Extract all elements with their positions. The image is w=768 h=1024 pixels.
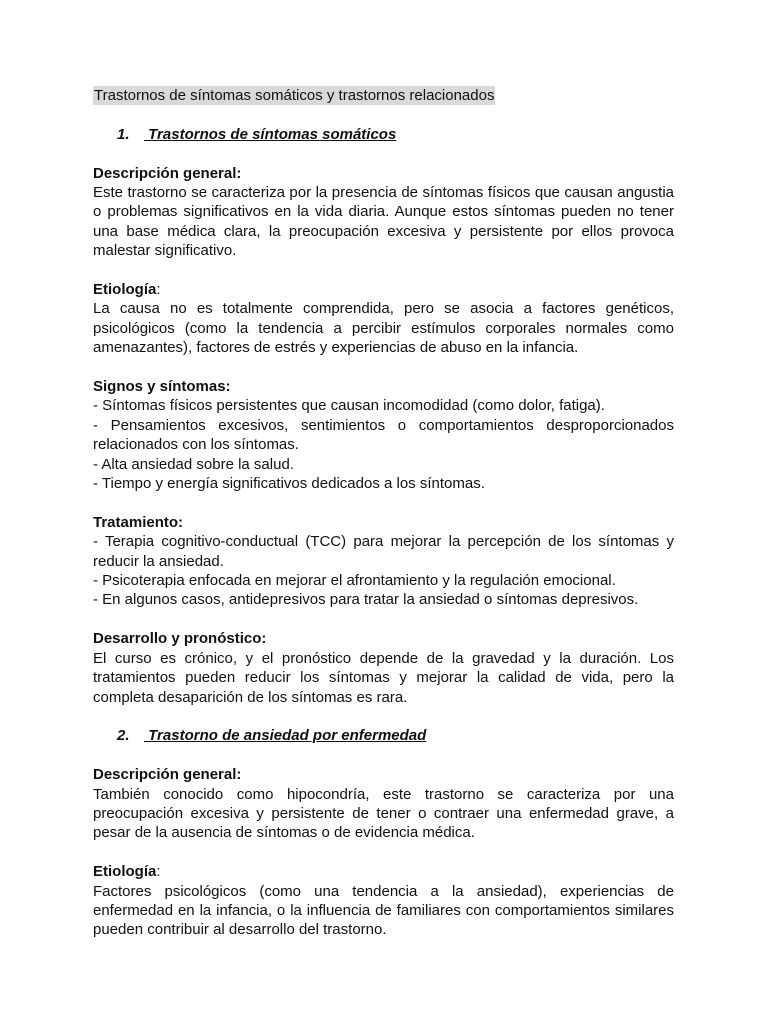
section-1-tratamiento — [93, 513, 674, 610]
section-2-heading — [117, 726, 674, 745]
section-1-tratamiento-item: - En algunos casos, antidepresivos para tratar la ansiedad o síntomas depresivos. — [93, 591, 639, 609]
section-1-etiologia-heading — [93, 280, 674, 299]
section-1-signos-item: - Síntomas físicos persistentes que causan incomodidad (como dolor, fatiga). — [93, 397, 605, 415]
section-1-etiologia-colon: : — [156, 281, 161, 299]
section-1-tratamiento-label: Tratamiento: — [93, 513, 184, 531]
section-1-desarrollo-label: Desarrollo y pronóstico: — [93, 630, 267, 648]
section-2-etiologia-colon: : — [156, 863, 161, 881]
section-1-descripcion — [93, 164, 674, 261]
section-2-number: 2. — [117, 727, 130, 745]
section-1-tratamiento-item: - Terapia cognitivo-conductual (TCC) para mejorar la percepción de los síntomas y reducir la ansiedad. — [93, 533, 674, 570]
section-1-number: 1. — [117, 125, 130, 143]
section-1-heading — [117, 125, 674, 144]
section-2-etiologia-text: Factores psicológicos (como una tendencia a la ansiedad), experiencias de enfermedad en la infancia, o la influencia de familiares con comportamientos similares pueden contribuir al desarrollo del trastorno. — [93, 882, 674, 939]
document-title-line — [93, 86, 674, 105]
section-1-signos-item: - Alta ansiedad sobre la salud. — [93, 455, 294, 473]
section-1-etiologia — [93, 280, 674, 358]
section-2-title: Trastorno de ansiedad por enfermedad — [144, 727, 427, 745]
section-1-etiologia-text: La causa no es totalmente comprendida, pero se asocia a factores genéticos, psicológicos (como la tendencia a percibir estímulos corporales normales como amenazantes), factores de estrés y experiencias de abuso en la infancia. — [93, 300, 674, 357]
section-1-desarrollo-text: El curso es crónico, y el pronóstico depende de la gravedad y la duración. Los tratamientos pueden reducir los síntomas y mejorar la calidad de vida, pero la completa desaparición de los síntomas es rara. — [93, 649, 674, 706]
section-2-etiologia — [93, 862, 674, 940]
section-1-title: Trastornos de síntomas somáticos — [144, 125, 397, 143]
section-2-etiologia-label: Etiología — [93, 863, 157, 881]
section-1-desarrollo — [93, 629, 674, 707]
section-2-etiologia-heading — [93, 862, 674, 881]
section-1-signos-item: - Tiempo y energía significativos dedicados a los síntomas. — [93, 475, 485, 493]
section-1-signos — [93, 377, 674, 493]
section-2-descripcion-text: También conocido como hipocondría, este trastorno se caracteriza por una preocupación excesiva y persistente de tener o contraer una enfermedad grave, a pesar de la ausencia de síntomas o de evidencia médica. — [93, 785, 674, 842]
section-1-signos-label: Signos y síntomas: — [93, 378, 231, 396]
document-title: Trastornos de síntomas somáticos y trastornos relacionados — [94, 87, 495, 104]
section-2-descripcion — [93, 765, 674, 843]
section-1-etiologia-label: Etiología — [93, 281, 157, 299]
section-1-signos-item: - Pensamientos excesivos, sentimientos o comportamientos desproporcionados relacionados con los síntomas. — [93, 416, 674, 454]
section-1-tratamiento-item: - Psicoterapia enfocada en mejorar el afrontamiento y la regulación emocional. — [93, 572, 616, 590]
section-1-descripcion-label: Descripción general: — [93, 164, 242, 182]
section-1-descripcion-text: Este trastorno se caracteriza por la presencia de síntomas físicos que causan angustia o problemas significativos en la vida diaria. Aunque estos síntomas pueden no tener una base médica clara, la preocupación excesiva y persistente por ellos provoca malestar significativo. — [93, 184, 674, 260]
section-2-descripcion-label: Descripción general: — [93, 766, 242, 784]
document-page — [93, 86, 674, 940]
